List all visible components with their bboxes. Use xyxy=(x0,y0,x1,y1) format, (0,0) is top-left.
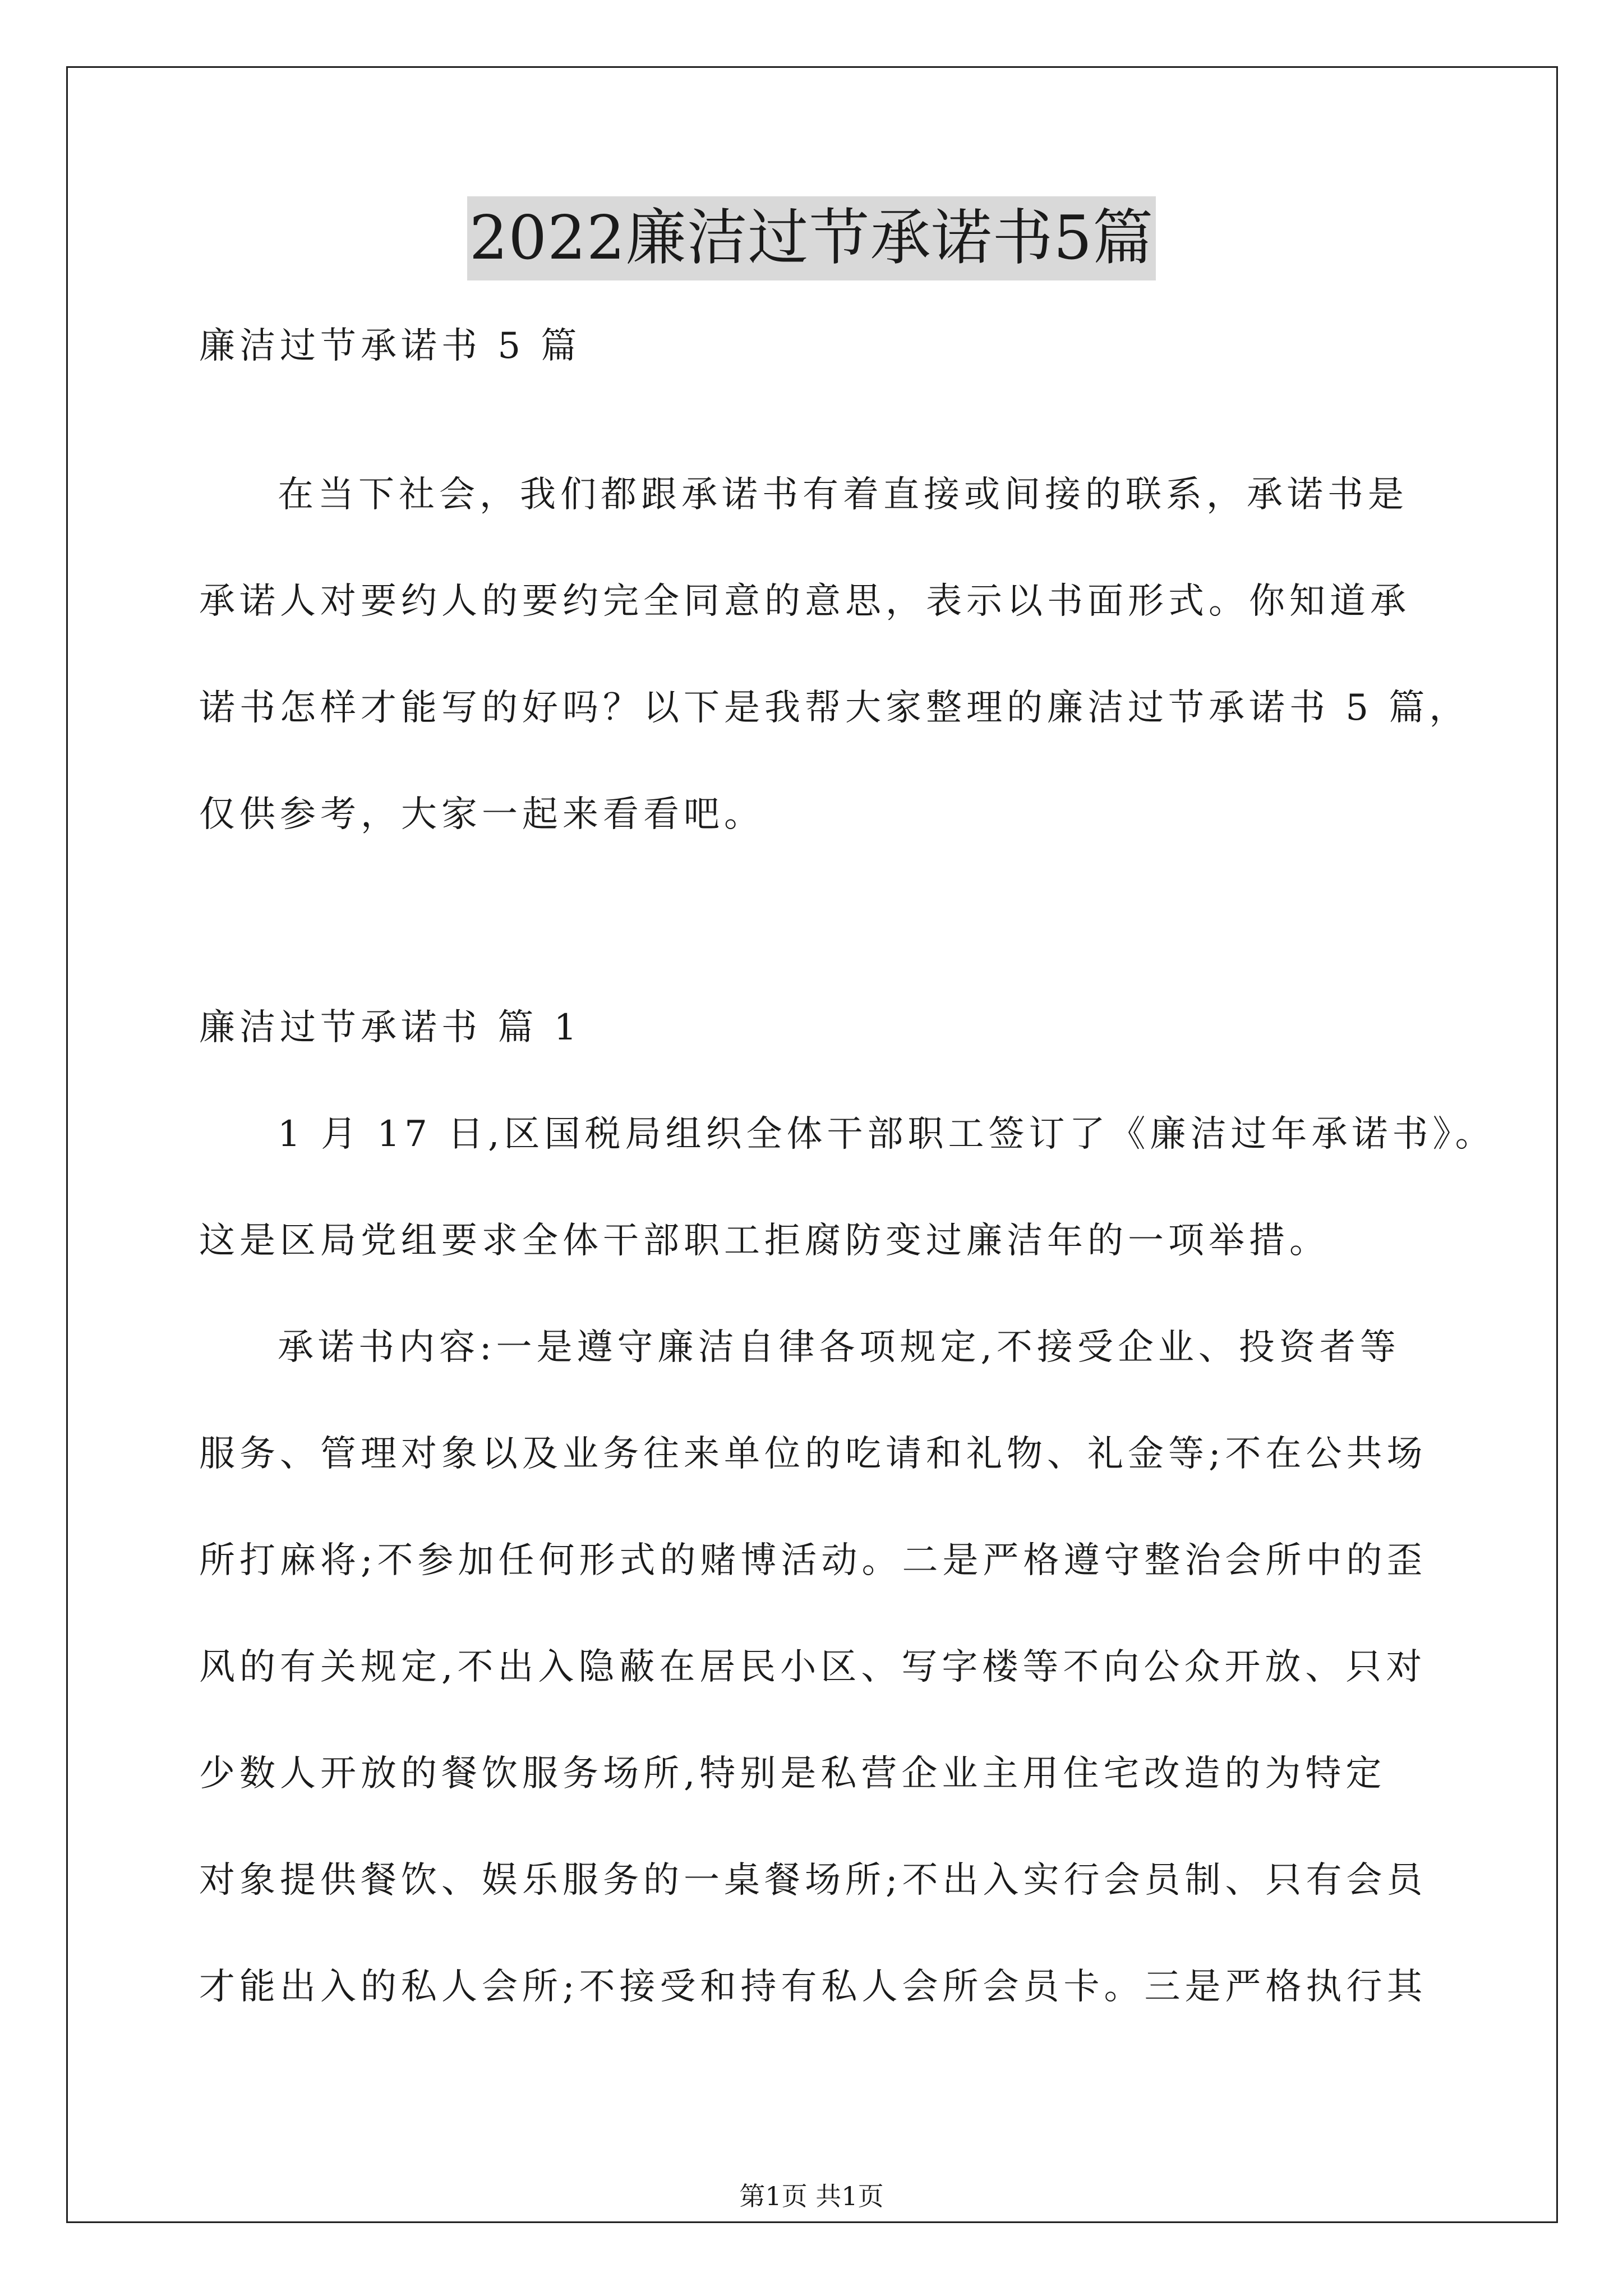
paragraph-line: 诺书怎样才能写的好吗？以下是我帮大家整理的廉洁过节承诺书 5 篇， xyxy=(199,687,1470,729)
paragraph-line: 仅供参考，大家一起来看看吧。 xyxy=(199,794,764,835)
paragraph-line: 承诺人对要约人的要约完全同意的意思，表示以书面形式。你知道承 xyxy=(199,581,1410,622)
document-title: 2022廉洁过节承诺书5篇 xyxy=(467,196,1156,280)
page-number: 第1页 共1页 xyxy=(739,2181,884,2211)
paragraph-line: 1 月 17 日,区国税局组织全体干部职工签订了《廉洁过年承诺书》。 xyxy=(278,1114,1496,1155)
paragraph-line: 对象提供餐饮、娱乐服务的一桌餐场所;不出入实行会员制、只有会员 xyxy=(199,1860,1427,1901)
section-heading-main: 廉洁过节承诺书 5 篇 xyxy=(199,325,582,367)
paragraph-line: 才能出入的私人会所;不接受和持有私人会所会员卡。三是严格执行其 xyxy=(199,1966,1427,2008)
paragraph-line: 风的有关规定,不出入隐蔽在居民小区、写字楼等不向公众开放、只对 xyxy=(199,1646,1427,1688)
page-footer xyxy=(0,2179,1623,2213)
paragraph-line: 承诺书内容:一是遵守廉洁自律各项规定,不接受企业、投资者等 xyxy=(278,1327,1400,1368)
section-heading-1: 廉洁过节承诺书 篇 1 xyxy=(199,1007,582,1048)
paragraph-line: 所打麻将;不参加任何形式的赌博活动。二是严格遵守整治会所中的歪 xyxy=(199,1540,1427,1581)
paragraph-line: 这是区局党组要求全体干部职工拒腐防变过廉洁年的一项举措。 xyxy=(199,1220,1330,1262)
paragraph-line: 少数人开放的餐饮服务场所,特别是私营企业主用住宅改造的为特定 xyxy=(199,1753,1386,1795)
paragraph-line: 在当下社会，我们都跟承诺书有着直接或间接的联系，承诺书是 xyxy=(278,474,1408,516)
paragraph-line: 服务、管理对象以及业务往来单位的吃请和礼物、礼金等;不在公共场 xyxy=(199,1433,1427,1475)
title-wrap xyxy=(0,196,1623,280)
